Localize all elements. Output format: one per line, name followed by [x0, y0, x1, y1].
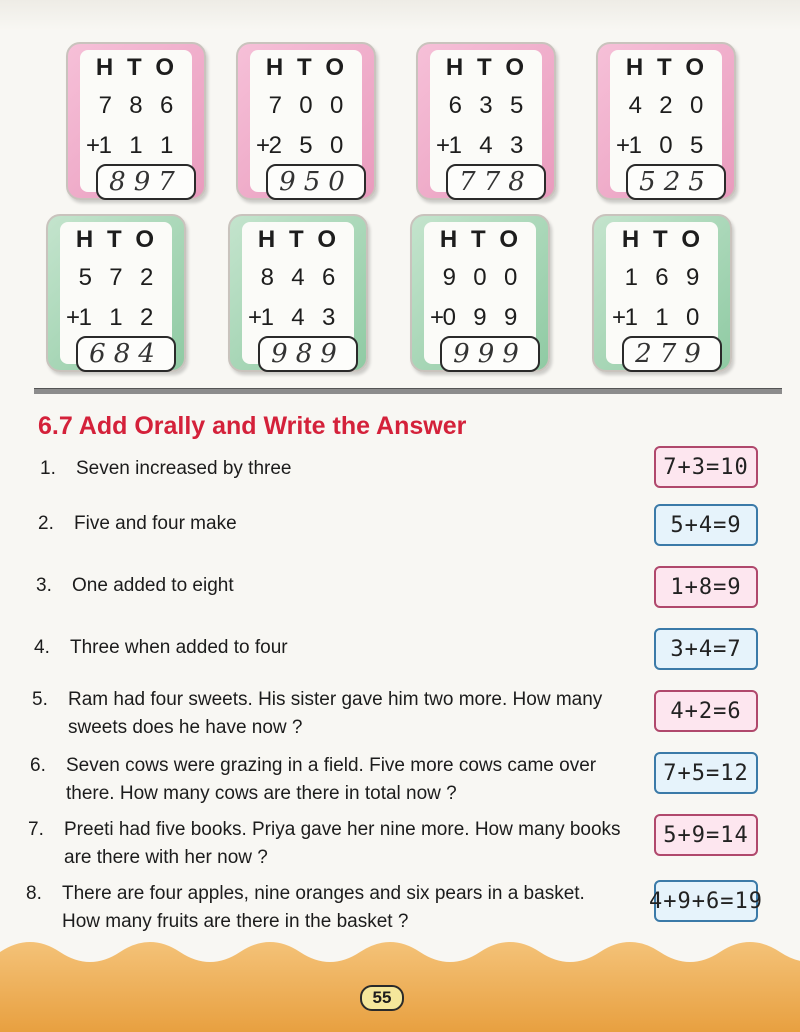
plus-sign: +: [616, 132, 631, 159]
question-text: Preeti had five books. Priya gave her nine more. How many books are there with her now ?: [64, 819, 621, 868]
answer-box: 7+5=12: [654, 752, 758, 794]
question-number: 1.: [40, 458, 56, 479]
addend-top: 8 4 6: [260, 264, 336, 291]
addend-top: 5 7 2: [78, 264, 154, 291]
answer-box: 525: [626, 164, 726, 200]
answer-box: 778: [446, 164, 546, 200]
addition-card: [410, 214, 550, 372]
question-item: [36, 572, 616, 600]
answer-box: 999: [440, 336, 540, 372]
addend-bottom: 1 4 3: [448, 132, 524, 159]
addition-card: [596, 42, 736, 200]
question-item: [34, 634, 614, 662]
addend-bottom: 1 1 0: [624, 304, 700, 331]
place-value-header: H T O: [257, 226, 339, 253]
place-value-header: H T O: [445, 54, 527, 81]
answer-box: 897: [96, 164, 196, 200]
plus-sign: +: [436, 132, 451, 159]
answer-box: 4+9+6=19: [654, 880, 758, 922]
answer-box: 3+4=7: [654, 628, 758, 670]
footer-wave-decoration: [0, 922, 800, 1032]
question-text: Five and four make: [74, 513, 237, 534]
place-value-header: H T O: [621, 226, 703, 253]
question-item: [38, 510, 618, 538]
addition-card: [592, 214, 732, 372]
place-value-header: H T O: [625, 54, 707, 81]
plus-sign: +: [248, 304, 263, 331]
question-number: 7.: [28, 819, 44, 840]
question-text: Three when added to four: [70, 637, 288, 658]
answer-box: 5+9=14: [654, 814, 758, 856]
answer-box: 279: [622, 336, 722, 372]
section-divider: [34, 388, 782, 394]
question-item: [40, 455, 620, 483]
question-text: Seven increased by three: [76, 458, 292, 479]
addition-card: [46, 214, 186, 372]
addend-bottom: 1 1 2: [78, 304, 154, 331]
answer-box: 684: [76, 336, 176, 372]
page-number: 55: [360, 985, 404, 1011]
addend-top: 1 6 9: [624, 264, 700, 291]
question-text: One added to eight: [72, 575, 234, 596]
plus-sign: +: [430, 304, 445, 331]
answer-box: 4+2=6: [654, 690, 758, 732]
question-number: 3.: [36, 575, 52, 596]
question-item: [32, 686, 632, 742]
addend-bottom: 1 0 5: [628, 132, 704, 159]
plus-sign: +: [66, 304, 81, 331]
addend-bottom: 2 5 0: [268, 132, 344, 159]
section-title: 6.7 Add Orally and Write the Answer: [38, 412, 467, 440]
place-value-header: H T O: [265, 54, 347, 81]
answer-box: 1+8=9: [654, 566, 758, 608]
question-number: 6.: [30, 755, 46, 776]
addend-bottom: 1 1 1: [98, 132, 174, 159]
addend-bottom: 1 4 3: [260, 304, 336, 331]
addend-top: 7 8 6: [98, 92, 174, 119]
plus-sign: +: [86, 132, 101, 159]
addend-top: 6 3 5: [448, 92, 524, 119]
place-value-header: H T O: [439, 226, 521, 253]
answer-box: 7+3=10: [654, 446, 758, 488]
question-number: 5.: [32, 689, 48, 710]
question-text: Ram had four sweets. His sister gave him two more. How many sweets does he have now ?: [68, 689, 603, 738]
addition-card: [66, 42, 206, 200]
plus-sign: +: [256, 132, 271, 159]
answer-box: 5+4=9: [654, 504, 758, 546]
addend-bottom: 0 9 9: [442, 304, 518, 331]
addend-top: 4 2 0: [628, 92, 704, 119]
addition-card: [228, 214, 368, 372]
question-text: Seven cows were grazing in a field. Five more cows came over there. How many cows are there in total now ?: [66, 755, 597, 804]
addition-card: [416, 42, 556, 200]
question-item: [28, 816, 628, 872]
question-item: [30, 752, 630, 808]
addend-top: 9 0 0: [442, 264, 518, 291]
answer-box: 950: [266, 164, 366, 200]
question-number: 8.: [26, 883, 42, 904]
page-top-shade: [0, 0, 800, 30]
question-number: 4.: [34, 637, 50, 658]
place-value-header: H T O: [75, 226, 157, 253]
place-value-header: H T O: [95, 54, 177, 81]
question-text: There are four apples, nine oranges and six pears in a basket. How many fruits are there in the basket ?: [62, 883, 585, 932]
answer-box: 989: [258, 336, 358, 372]
question-number: 2.: [38, 513, 54, 534]
addition-card: [236, 42, 376, 200]
addend-top: 7 0 0: [268, 92, 344, 119]
plus-sign: +: [612, 304, 627, 331]
